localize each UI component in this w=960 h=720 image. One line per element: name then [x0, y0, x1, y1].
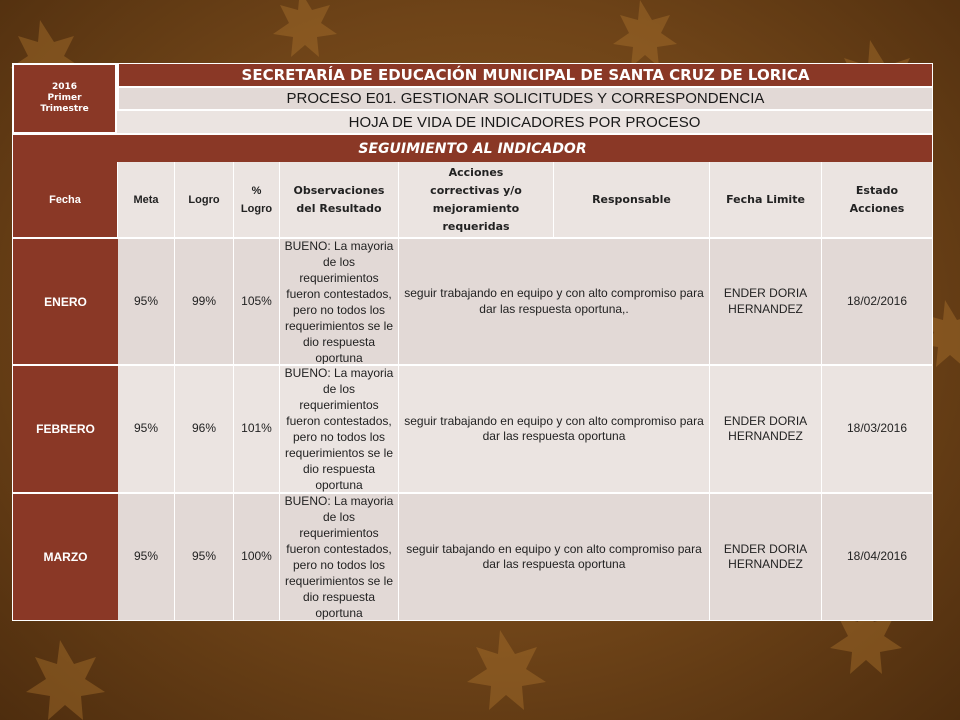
table-row-logro: [175, 364, 234, 492]
observaciones-text: BUENO: La mayoria de los requerimientos fueron contestados, pero no todos los requerimientos se le dio respuesta oportuna: [284, 238, 394, 365]
table-row-meta: [118, 237, 175, 364]
maple-leaf-icon: [467, 630, 546, 710]
table-row-acciones: [399, 237, 710, 364]
row-month-label: FEBRERO: [36, 422, 95, 436]
table-row-meta: [118, 492, 175, 620]
observaciones-text: BUENO: La mayoria de los requerimientos fueron contestados, pero no todos los requerimientos se le dio respuesta oportuna: [284, 494, 394, 620]
observaciones-text: BUENO: La mayoria de los requerimientos fueron contestados, pero no todos los requerimientos se le dio respuesta oportuna: [284, 366, 394, 492]
maple-leaf-icon: [613, 0, 677, 67]
col-header-estado-line-1: Estado: [855, 183, 899, 197]
responsable-text: ENDER DORIA HERNANDEZ: [723, 413, 808, 443]
fecha-limite-text: 18/04/2016: [846, 549, 908, 564]
table-row-acciones: [399, 492, 710, 620]
pct-value: 100%: [241, 549, 272, 564]
table-row-observaciones: [280, 364, 399, 492]
fecha-limite-text: 18/03/2016: [846, 421, 908, 436]
col-header-observaciones: [280, 162, 399, 237]
responsable-text: ENDER DORIA HERNANDEZ: [723, 541, 808, 571]
pct-value: 101%: [241, 421, 272, 436]
pct-value: 105%: [241, 293, 272, 308]
col-header-obs-line-2: del Resultado: [296, 201, 382, 215]
table-row-meta: [118, 364, 175, 492]
table-row-observaciones: [280, 492, 399, 620]
logro-value: 96%: [191, 421, 217, 436]
row-month-marzo: [13, 492, 118, 620]
col-header-responsable-text: Responsable: [592, 192, 671, 206]
table-row-fecha-limite: [822, 237, 932, 364]
table-row-responsable: [710, 364, 822, 492]
col-header-fecha-text: Fecha: [49, 193, 81, 206]
table-row-responsable: [710, 237, 822, 364]
col-header-fecha-limite: [710, 162, 822, 237]
maple-leaf-icon: [273, 0, 337, 57]
col-header-acciones: [399, 162, 554, 237]
responsable-text: ENDER DORIA HERNANDEZ: [723, 286, 808, 316]
col-header-acc-line-3: mejoramiento: [432, 201, 520, 215]
table-row-logro: [175, 492, 234, 620]
row-month-febrero: [13, 364, 118, 492]
process-title: [117, 88, 932, 111]
sheet-subtitle-text: HOJA DE VIDA DE INDICADORES POR PROCESO: [348, 113, 701, 131]
period-line-2: Primer: [47, 93, 82, 103]
col-header-acc-line-4: requeridas: [442, 219, 510, 233]
institution-title: [117, 64, 932, 88]
logro-value: 99%: [191, 293, 217, 308]
sheet-subtitle: [117, 111, 932, 133]
meta-value: 95%: [133, 549, 159, 564]
table-row-fecha-limite: [822, 364, 932, 492]
maple-leaf-icon: [26, 640, 105, 720]
indicator-sheet: [12, 63, 933, 621]
col-header-estado: [822, 162, 932, 237]
table-row-responsable: [710, 492, 822, 620]
row-month-label: MARZO: [43, 550, 88, 564]
col-header-acc-line-2: correctivas y/o: [430, 183, 522, 197]
col-header-logro: [175, 162, 234, 237]
col-header-fecha-limite-text: Fecha Limite: [726, 192, 805, 206]
row-month-label: ENERO: [44, 294, 87, 309]
table-row-fecha-limite: [822, 492, 932, 620]
acciones-text: seguir tabajando en equipo y con alto compromiso para dar las respuesta oportuna: [406, 541, 702, 571]
col-header-acc-line-1: Acciones: [448, 165, 504, 179]
table-row-acciones: [399, 364, 710, 492]
col-header-pct-line-2: Logro: [240, 202, 273, 215]
institution-title-text: SECRETARÍA DE EDUCACIÓN MUNICIPAL DE SANTA CRUZ DE LORICA: [241, 66, 810, 84]
period-box: [12, 63, 117, 134]
table-row-pct: [234, 237, 280, 364]
acciones-text: seguir trabajando en equipo y con alto compromiso para dar las respuesta oportuna: [404, 413, 704, 443]
meta-value: 95%: [133, 421, 159, 436]
col-header-meta-text: Meta: [133, 193, 159, 206]
table-row-pct: [234, 492, 280, 620]
col-header-estado-line-2: Acciones: [849, 201, 905, 215]
col-header-fecha: [13, 162, 118, 237]
col-header-pct-line-1: %: [251, 184, 262, 197]
process-title-text: PROCESO E01. GESTIONAR SOLICITUDES Y CORRESPONDENCIA: [286, 90, 765, 107]
period-line-3: Trimestre: [40, 104, 89, 114]
col-header-logro-text: Logro: [188, 193, 220, 206]
fecha-limite-text: 18/02/2016: [846, 293, 908, 308]
col-header-responsable: [554, 162, 710, 237]
meta-value: 95%: [133, 293, 159, 308]
col-header-pct-logro: [234, 162, 280, 237]
acciones-text: seguir trabajando en equipo y con alto compromiso para dar las respuesta oportuna,.: [404, 286, 704, 316]
table-row-observaciones: [280, 237, 399, 364]
logro-value: 95%: [191, 549, 217, 564]
table-row-logro: [175, 237, 234, 364]
row-month-enero: [13, 237, 118, 364]
col-header-obs-line-1: Observaciones: [293, 183, 385, 197]
section-title: SEGUIMIENTO AL INDICADOR: [358, 140, 587, 157]
section-band: [13, 133, 932, 162]
period-year: 2016: [51, 82, 78, 92]
col-header-meta: [118, 162, 175, 237]
table-row-pct: [234, 364, 280, 492]
